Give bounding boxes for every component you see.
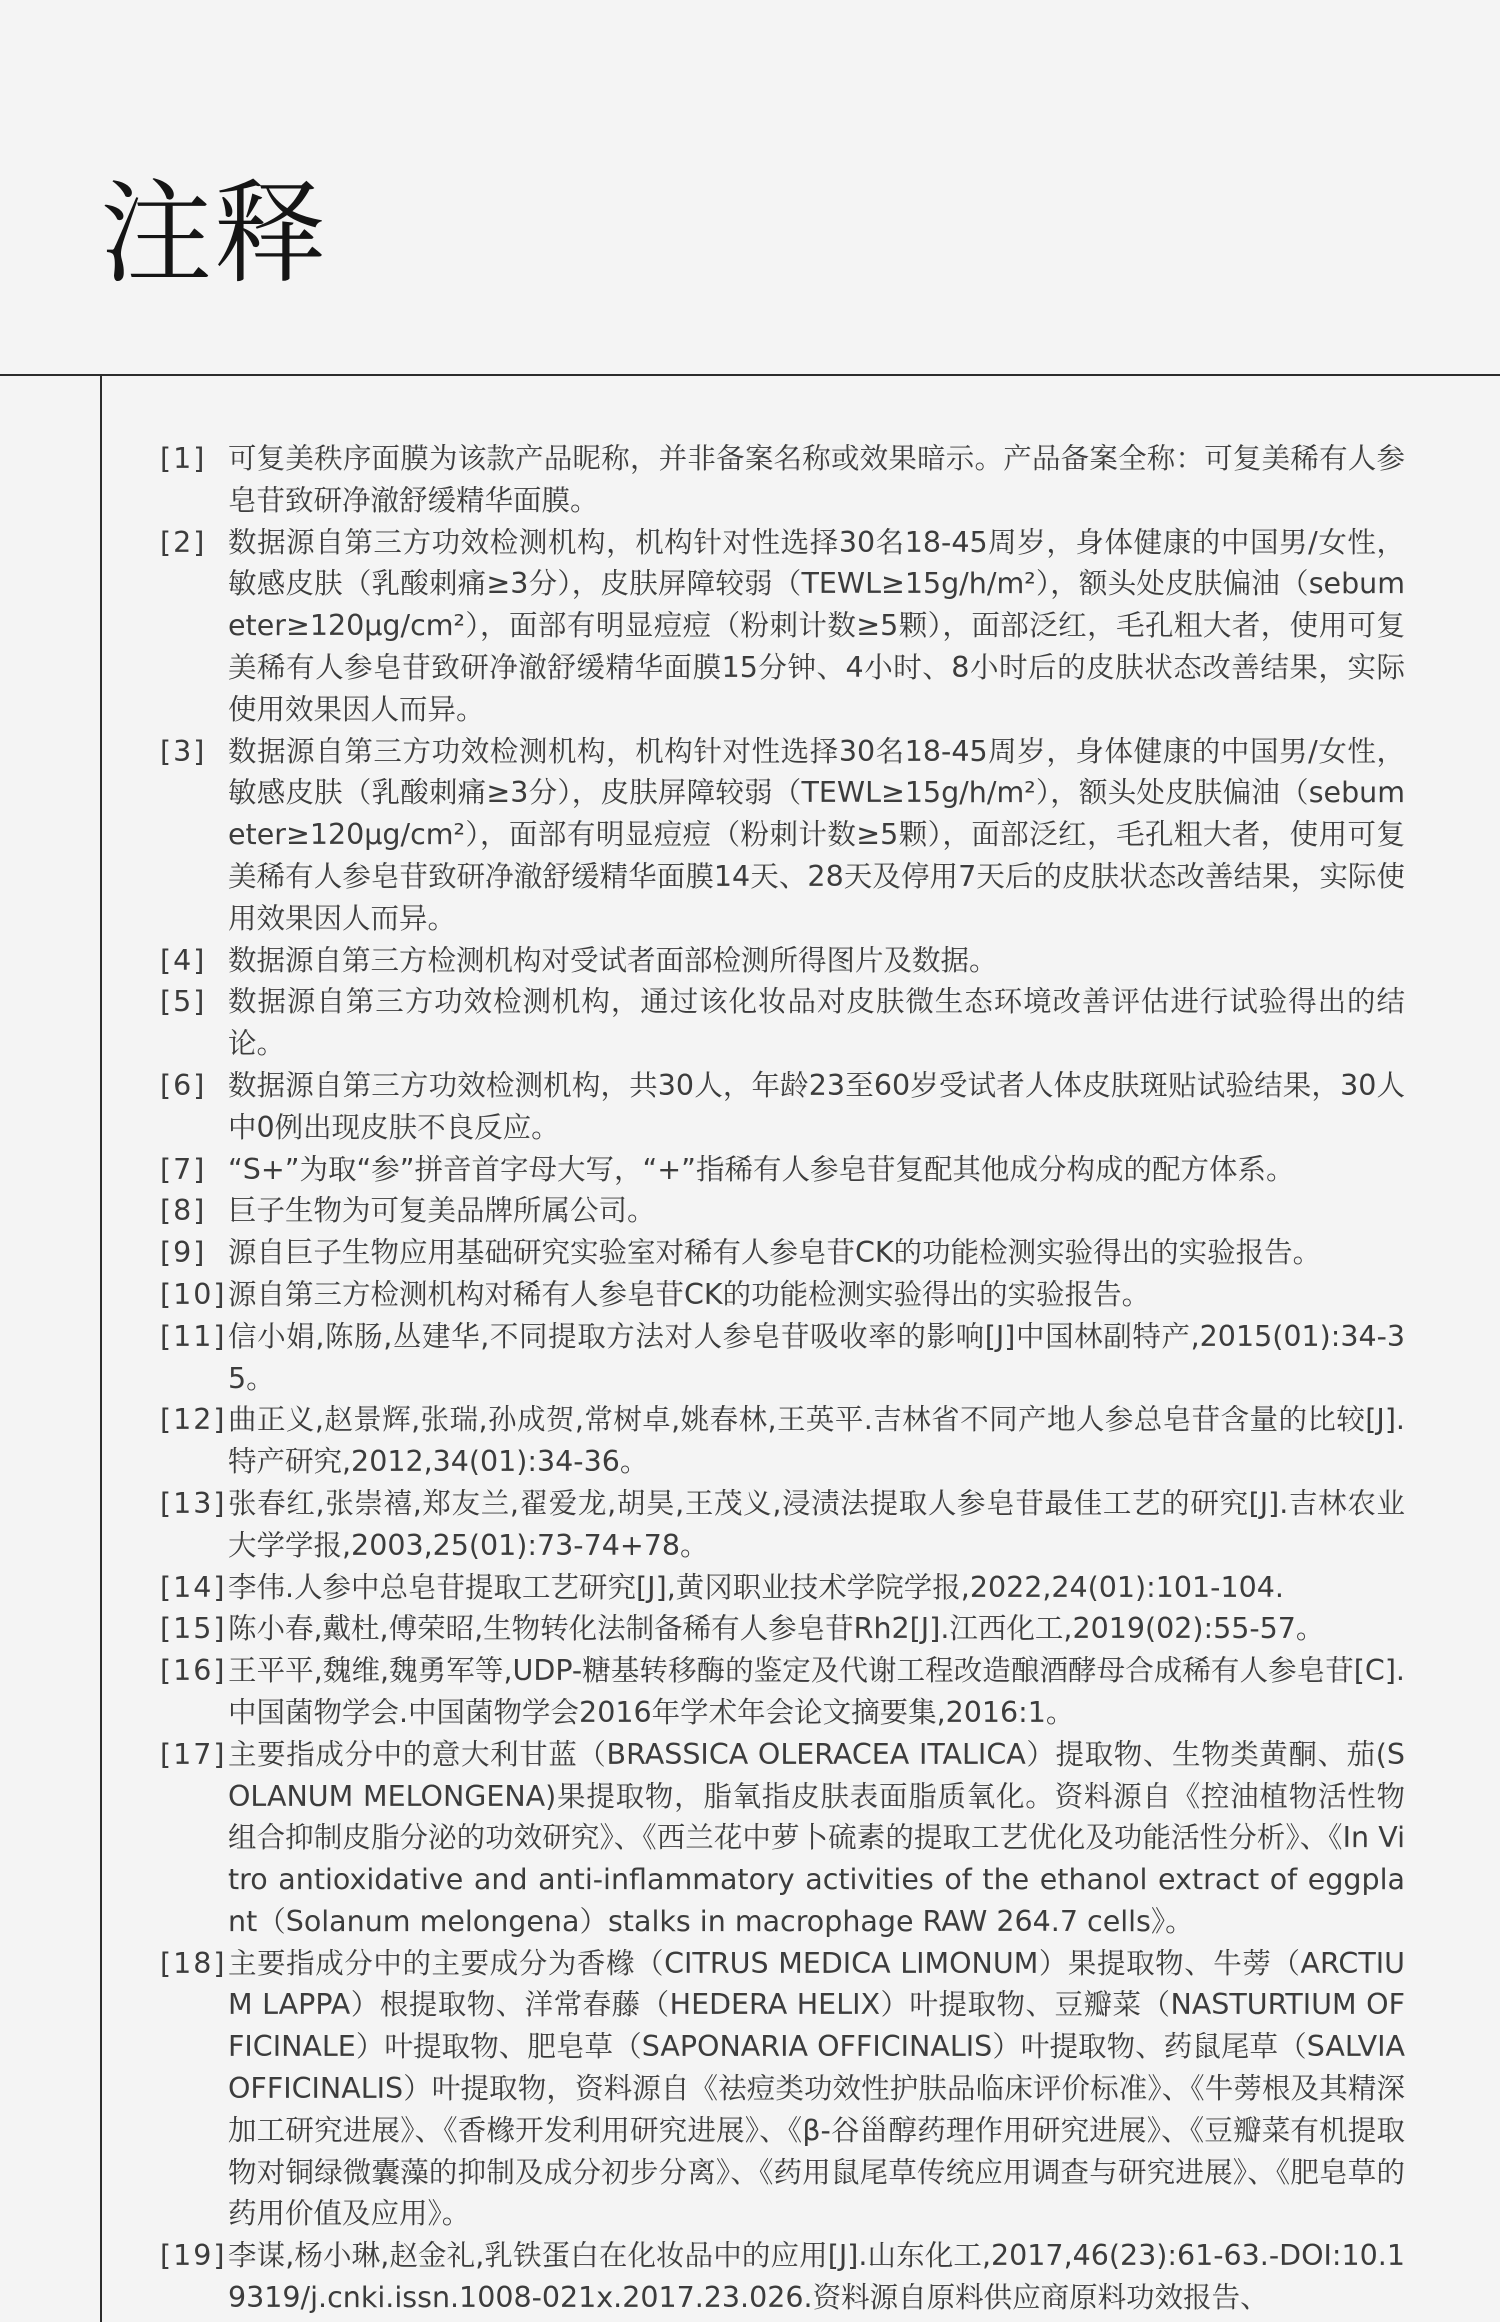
note-text: 主要指成分中的意大利甘蓝（BRASSICA OLERACEA ITALICA）提取物、生物类黄酮、茄(SOLANUM MELONGENA)果提取物，脂氧指皮肤表面脂质氧化。资料源自《控油植物活性物组合抑制皮脂分泌的功效研究》、《西兰花中萝卜硫素的提取工艺优化及功能活性分析》、《In Vitro antioxidative and anti-inflammatory activities of the ethanol extract of eggplant（Solanum melongena）stalks in macrophage RAW 264.7 cells》。 bbox=[228, 1737, 1405, 1938]
note-number: [16] bbox=[160, 1654, 227, 1688]
note-text: 数据源自第三方检测机构对受试者面部检测所得图片及数据。 bbox=[228, 943, 998, 977]
note-text: 主要指成分中的主要成分为香橼（CITRUS MEDICA LIMONUM）果提取物、牛蒡（ARCTIUM LAPPA）根提取物、洋常春藤（HEDERA HELIX）叶提取物、豆瓣菜（NASTURTIUM OFFICINALE）叶提取物、肥皂草（SAPONARIA OFFICINALIS）叶提取物、药鼠尾草（SALVIA OFFICINALIS）叶提取物，资料源自《祛痘类功效性护肤品临床评价标准》、《牛蒡根及其精深加工研究进展》、《香橼开发利用研究进展》、《β-谷甾醇药理作用研究进展》、《豆瓣菜有机提取物对铜绿微囊藻的抑制及成分初步分离》、《药用鼠尾草传统应用调查与研究进展》、《肥皂草的药用价值及应用》。 bbox=[228, 1946, 1405, 2231]
note-item bbox=[160, 1190, 1405, 1232]
vertical-divider bbox=[100, 374, 102, 2322]
note-number: [5] bbox=[160, 985, 207, 1019]
note-number: [9] bbox=[160, 1236, 207, 1270]
note-item bbox=[160, 1149, 1405, 1191]
note-text: 信小娟,陈肠,丛建华,不同提取方法对人参皂苷吸收率的影响[J]中国林副特产,2015(01):34-35。 bbox=[228, 1319, 1405, 1395]
note-item bbox=[160, 1274, 1405, 1316]
note-number: [2] bbox=[160, 525, 207, 559]
note-item bbox=[160, 1316, 1405, 1400]
note-item bbox=[160, 2235, 1405, 2319]
note-number: [12] bbox=[160, 1403, 227, 1437]
note-number: [6] bbox=[160, 1068, 207, 1102]
note-number: [8] bbox=[160, 1194, 207, 1228]
note-text: 李伟.人参中总皂苷提取工艺研究[J],黄冈职业技术学院学报,2022,24(01):101-104. bbox=[228, 1570, 1284, 1604]
note-number: [13] bbox=[160, 1486, 227, 1520]
note-text: 可复美秩序面膜为该款产品昵称，并非备案名称或效果暗示。产品备案全称：可复美稀有人参皂苷致研净澈舒缓精华面膜。 bbox=[228, 442, 1405, 517]
note-item bbox=[160, 1943, 1405, 2236]
note-number: [10] bbox=[160, 1277, 227, 1311]
note-text: 数据源自第三方功效检测机构，共30人，年龄23至60岁受试者人体皮肤斑贴试验结果，30人中0例出现皮肤不良反应。 bbox=[228, 1068, 1405, 1144]
note-number: [19] bbox=[160, 2239, 227, 2273]
note-item bbox=[160, 1399, 1405, 1483]
page-title: 注释 bbox=[100, 169, 328, 299]
note-item bbox=[160, 522, 1405, 731]
notes-list bbox=[160, 438, 1405, 2319]
note-item bbox=[160, 1483, 1405, 1567]
note-item bbox=[160, 1065, 1405, 1149]
note-number: [4] bbox=[160, 943, 207, 977]
note-text: “S+”为取“参”拼音首字母大写，“+”指稀有人参皂苷复配其他成分构成的配方体系。 bbox=[228, 1152, 1295, 1186]
note-text: 数据源自第三方功效检测机构，通过该化妆品对皮肤微生态环境改善评估进行试验得出的结论。 bbox=[228, 985, 1405, 1061]
note-number: [7] bbox=[160, 1152, 207, 1186]
note-text: 巨子生物为可复美品牌所属公司。 bbox=[228, 1194, 656, 1228]
note-item bbox=[160, 438, 1405, 522]
note-number: [14] bbox=[160, 1570, 227, 1604]
note-number: [18] bbox=[160, 1946, 227, 1980]
note-text: 李谋,杨小琳,赵金礼,乳铁蛋白在化妆品中的应用[J].山东化工,2017,46(23):61-63.-DOI:10.19319/j.cnki.issn.1008-021x.2017.23.026.资料源自原料供应商原料功效报告、 bbox=[228, 2239, 1405, 2315]
note-text: 数据源自第三方功效检测机构，机构针对性选择30名18-45周岁，身体健康的中国男/女性，敏感皮肤（乳酸刺痛≥3分），皮肤屏障较弱（TEWL≥15g/h/m²），额头处皮肤偏油（sebumeter≥120μg/cm²），面部有明显痘痘（粉刺计数≥5颗），面部泛红，毛孔粗大者，使用可复美稀有人参皂苷致研净澈舒缓精华面膜15分钟、4小时、8小时后的皮肤状态改善结果，实际使用效果因人而异。 bbox=[228, 525, 1405, 726]
note-item bbox=[160, 940, 1405, 982]
note-text: 源自巨子生物应用基础研究实验室对稀有人参皂苷CK的功能检测实验得出的实验报告。 bbox=[228, 1236, 1322, 1270]
note-item bbox=[160, 1232, 1405, 1274]
note-text: 数据源自第三方功效检测机构，机构针对性选择30名18-45周岁，身体健康的中国男/女性，敏感皮肤（乳酸刺痛≥3分），皮肤屏障较弱（TEWL≥15g/h/m²），额头处皮肤偏油（sebumeter≥120μg/cm²），面部有明显痘痘（粉刺计数≥5颗），面部泛红，毛孔粗大者，使用可复美稀有人参皂苷致研净澈舒缓精华面膜14天、28天及停用7天后的皮肤状态改善结果，实际使用效果因人而异。 bbox=[228, 734, 1405, 935]
note-item bbox=[160, 1608, 1405, 1650]
note-text: 张春红,张崇禧,郑友兰,翟爱龙,胡昊,王茂义,浸渍法提取人参皂苷最佳工艺的研究[J].吉林农业大学学报,2003,25(01):73-74+78。 bbox=[228, 1486, 1405, 1562]
note-number: [11] bbox=[160, 1319, 227, 1353]
note-number: [3] bbox=[160, 734, 207, 768]
note-text: 源自第三方检测机构对稀有人参皂苷CK的功能检测实验得出的实验报告。 bbox=[228, 1277, 1151, 1311]
note-item bbox=[160, 981, 1405, 1065]
note-number: [15] bbox=[160, 1612, 227, 1646]
note-item bbox=[160, 1650, 1405, 1734]
note-text: 陈小春,戴杜,傅荣昭,生物转化法制备稀有人参皂苷Rh2[J].江西化工,2019(02):55-57。 bbox=[228, 1612, 1325, 1646]
note-item bbox=[160, 731, 1405, 940]
note-number: [17] bbox=[160, 1737, 227, 1771]
note-item bbox=[160, 1734, 1405, 1943]
note-text: 曲正义,赵景辉,张瑞,孙成贺,常树卓,姚春林,王英平.吉林省不同产地人参总皂苷含量的比较[J].特产研究,2012,34(01):34-36。 bbox=[228, 1403, 1405, 1479]
note-number: [1] bbox=[160, 442, 207, 475]
note-item bbox=[160, 1567, 1405, 1609]
horizontal-divider bbox=[0, 374, 1500, 376]
note-text: 王平平,魏维,魏勇军等,UDP-糖基转移酶的鉴定及代谢工程改造酿酒酵母合成稀有人参皂苷[C].中国菌物学会.中国菌物学会2016年学术年会论文摘要集,2016:1。 bbox=[228, 1654, 1405, 1729]
